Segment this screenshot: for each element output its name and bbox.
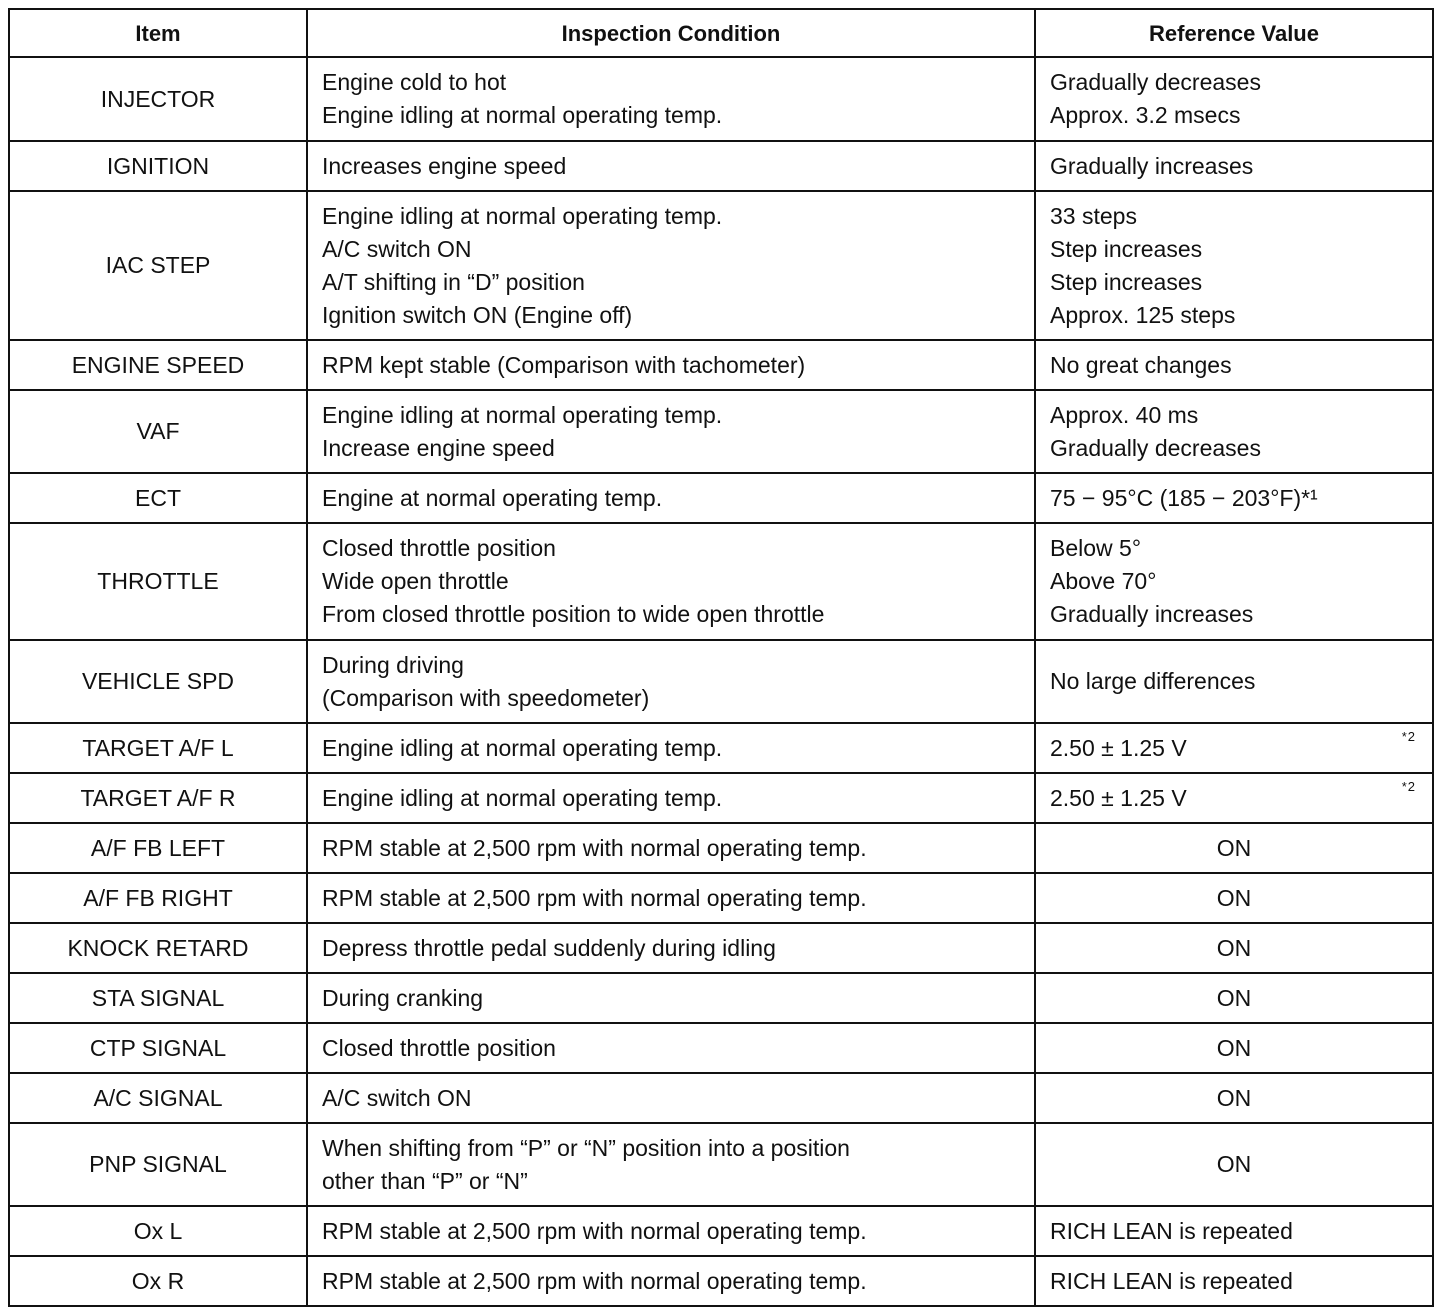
header-row <box>9 9 1433 57</box>
reference-cell <box>1035 1256 1433 1306</box>
condition-line: Engine idling at normal operating temp. <box>322 401 723 428</box>
condition-cell <box>307 823 1035 873</box>
reference-line: ON <box>1216 834 1252 861</box>
reference-line: ON <box>1216 1084 1252 1111</box>
condition-cell <box>307 1123 1035 1206</box>
reference-cell <box>1035 57 1433 141</box>
reference-line: 33 steps <box>1050 202 1137 229</box>
condition-line: RPM stable at 2,500 rpm with normal operating temp. <box>322 1267 867 1294</box>
table-row <box>9 340 1433 390</box>
reference-cell <box>1035 973 1433 1023</box>
item-cell: Ox L <box>9 1206 307 1256</box>
reference-cell <box>1035 191 1433 340</box>
condition-cell <box>307 141 1035 191</box>
table-row <box>9 523 1433 640</box>
condition-line: Closed throttle position <box>322 1034 556 1061</box>
condition-cell <box>307 473 1035 523</box>
condition-cell <box>307 723 1035 773</box>
item-cell: THROTTLE <box>9 523 307 640</box>
condition-line: other than “P” or “N” <box>322 1167 528 1194</box>
table-row <box>9 57 1433 141</box>
item-cell: VAF <box>9 390 307 473</box>
condition-cell <box>307 191 1035 340</box>
condition-line: Engine idling at normal operating temp. <box>322 784 723 811</box>
item-cell: CTP SIGNAL <box>9 1023 307 1073</box>
reference-line: RICH LEAN is repeated <box>1050 1217 1293 1244</box>
reference-line: Below 5° <box>1050 535 1142 561</box>
item-cell: A/C SIGNAL <box>9 1073 307 1123</box>
condition-cell <box>307 973 1035 1023</box>
item-cell: VEHICLE SPD <box>9 640 307 723</box>
reference-line: Gradually increases <box>1050 601 1254 627</box>
reference-cell <box>1035 141 1433 191</box>
reference-line: 2.50 ± 1.25 V <box>1050 734 1187 761</box>
table-row <box>9 1206 1433 1256</box>
item-cell: ECT <box>9 473 307 523</box>
reference-line: ON <box>1216 984 1252 1011</box>
reference-line: Gradually increases <box>1050 152 1254 179</box>
reference-cell <box>1035 390 1433 473</box>
reference-cell <box>1035 473 1433 523</box>
condition-cell <box>307 1206 1035 1256</box>
condition-cell <box>307 773 1035 823</box>
condition-line: A/C switch ON <box>322 1084 472 1111</box>
table-row <box>9 1123 1433 1206</box>
item-cell: IAC STEP <box>9 191 307 340</box>
header-inspection-condition: Inspection Condition <box>307 9 1035 57</box>
reference-line: ON <box>1216 1034 1252 1061</box>
condition-line: During driving <box>322 651 464 678</box>
condition-line: Engine idling at normal operating temp. <box>322 202 723 229</box>
table-row <box>9 773 1433 823</box>
condition-line: During cranking <box>322 984 484 1011</box>
condition-line: Engine idling at normal operating temp. <box>322 102 723 128</box>
reference-cell <box>1035 1023 1433 1073</box>
condition-cell <box>307 57 1035 141</box>
condition-cell <box>307 340 1035 390</box>
condition-line: Increases engine speed <box>322 152 567 179</box>
footnote-marker: *2 <box>1401 779 1416 794</box>
condition-line: RPM stable at 2,500 rpm with normal operating temp. <box>322 884 867 911</box>
table-body <box>9 57 1433 1306</box>
table-row <box>9 873 1433 923</box>
condition-line: Closed throttle position <box>322 535 556 561</box>
reference-line: Approx. 3.2 msecs <box>1050 102 1241 128</box>
reference-cell <box>1035 773 1433 823</box>
table-row <box>9 1023 1433 1073</box>
condition-line: A/C switch ON <box>322 235 472 262</box>
reference-line: No large differences <box>1050 668 1256 694</box>
footnote-marker: *2 <box>1401 729 1416 744</box>
table-row <box>9 823 1433 873</box>
reference-cell <box>1035 823 1433 873</box>
reference-line: RICH LEAN is repeated <box>1050 1267 1293 1294</box>
item-cell: TARGET A/F L <box>9 723 307 773</box>
item-cell: KNOCK RETARD <box>9 923 307 973</box>
reference-cell <box>1035 1073 1433 1123</box>
condition-cell <box>307 873 1035 923</box>
condition-line: When shifting from “P” or “N” position into a position <box>322 1134 850 1161</box>
inspection-table <box>8 8 1434 1307</box>
reference-line: Above 70° <box>1050 568 1157 594</box>
reference-cell <box>1035 523 1433 640</box>
item-cell: Ox R <box>9 1256 307 1306</box>
condition-line: Engine idling at normal operating temp. <box>322 734 723 761</box>
condition-line: RPM stable at 2,500 rpm with normal operating temp. <box>322 1217 867 1244</box>
condition-cell <box>307 1073 1035 1123</box>
item-cell: A/F FB RIGHT <box>9 873 307 923</box>
table-row <box>9 1256 1433 1306</box>
header-item: Item <box>9 9 307 57</box>
item-cell: PNP SIGNAL <box>9 1123 307 1206</box>
reference-cell <box>1035 1206 1433 1256</box>
condition-line: Engine at normal operating temp. <box>322 484 663 511</box>
table-row <box>9 191 1433 340</box>
condition-line: Engine cold to hot <box>322 69 507 95</box>
reference-cell <box>1035 640 1433 723</box>
condition-cell <box>307 640 1035 723</box>
condition-cell <box>307 390 1035 473</box>
condition-cell <box>307 923 1035 973</box>
table-row <box>9 141 1433 191</box>
condition-line: A/T shifting in “D” position <box>322 268 585 295</box>
table-row <box>9 973 1433 1023</box>
table-row <box>9 723 1433 773</box>
reference-cell <box>1035 873 1433 923</box>
reference-line: Approx. 40 ms <box>1050 401 1199 428</box>
condition-cell <box>307 1023 1035 1073</box>
table-row <box>9 473 1433 523</box>
reference-line: Step increases <box>1050 268 1203 295</box>
condition-cell <box>307 523 1035 640</box>
condition-line: Increase engine speed <box>322 434 555 461</box>
header-reference-value: Reference Value <box>1035 9 1433 57</box>
item-cell: IGNITION <box>9 141 307 191</box>
reference-line: Gradually decreases <box>1050 69 1261 95</box>
reference-line: Approx. 125 steps <box>1050 301 1236 328</box>
reference-line: ON <box>1216 884 1252 911</box>
table-row <box>9 640 1433 723</box>
reference-line: ON <box>1216 1151 1252 1177</box>
condition-line: Ignition switch ON (Engine off) <box>322 301 633 328</box>
reference-cell <box>1035 340 1433 390</box>
condition-line: Depress throttle pedal suddenly during idling <box>322 934 776 961</box>
condition-cell <box>307 1256 1035 1306</box>
item-cell: INJECTOR <box>9 57 307 141</box>
reference-line: 75 − 95°C (185 − 203°F)*¹ <box>1050 484 1318 511</box>
condition-line: From closed throttle position to wide open throttle <box>322 601 825 627</box>
item-cell: TARGET A/F R <box>9 773 307 823</box>
reference-line: No great changes <box>1050 351 1232 378</box>
condition-line: RPM stable at 2,500 rpm with normal operating temp. <box>322 834 867 861</box>
table-row <box>9 390 1433 473</box>
item-cell: A/F FB LEFT <box>9 823 307 873</box>
reference-line: ON <box>1216 934 1252 961</box>
reference-line: Step increases <box>1050 235 1203 262</box>
condition-line: RPM kept stable (Comparison with tachometer) <box>322 351 806 378</box>
reference-cell <box>1035 1123 1433 1206</box>
table-row <box>9 923 1433 973</box>
condition-line: (Comparison with speedometer) <box>322 684 650 711</box>
table-row <box>9 1073 1433 1123</box>
condition-line: Wide open throttle <box>322 568 509 594</box>
item-cell: ENGINE SPEED <box>9 340 307 390</box>
reference-cell <box>1035 923 1433 973</box>
reference-line: Gradually decreases <box>1050 434 1261 461</box>
reference-cell <box>1035 723 1433 773</box>
reference-line: 2.50 ± 1.25 V <box>1050 784 1187 811</box>
item-cell: STA SIGNAL <box>9 973 307 1023</box>
